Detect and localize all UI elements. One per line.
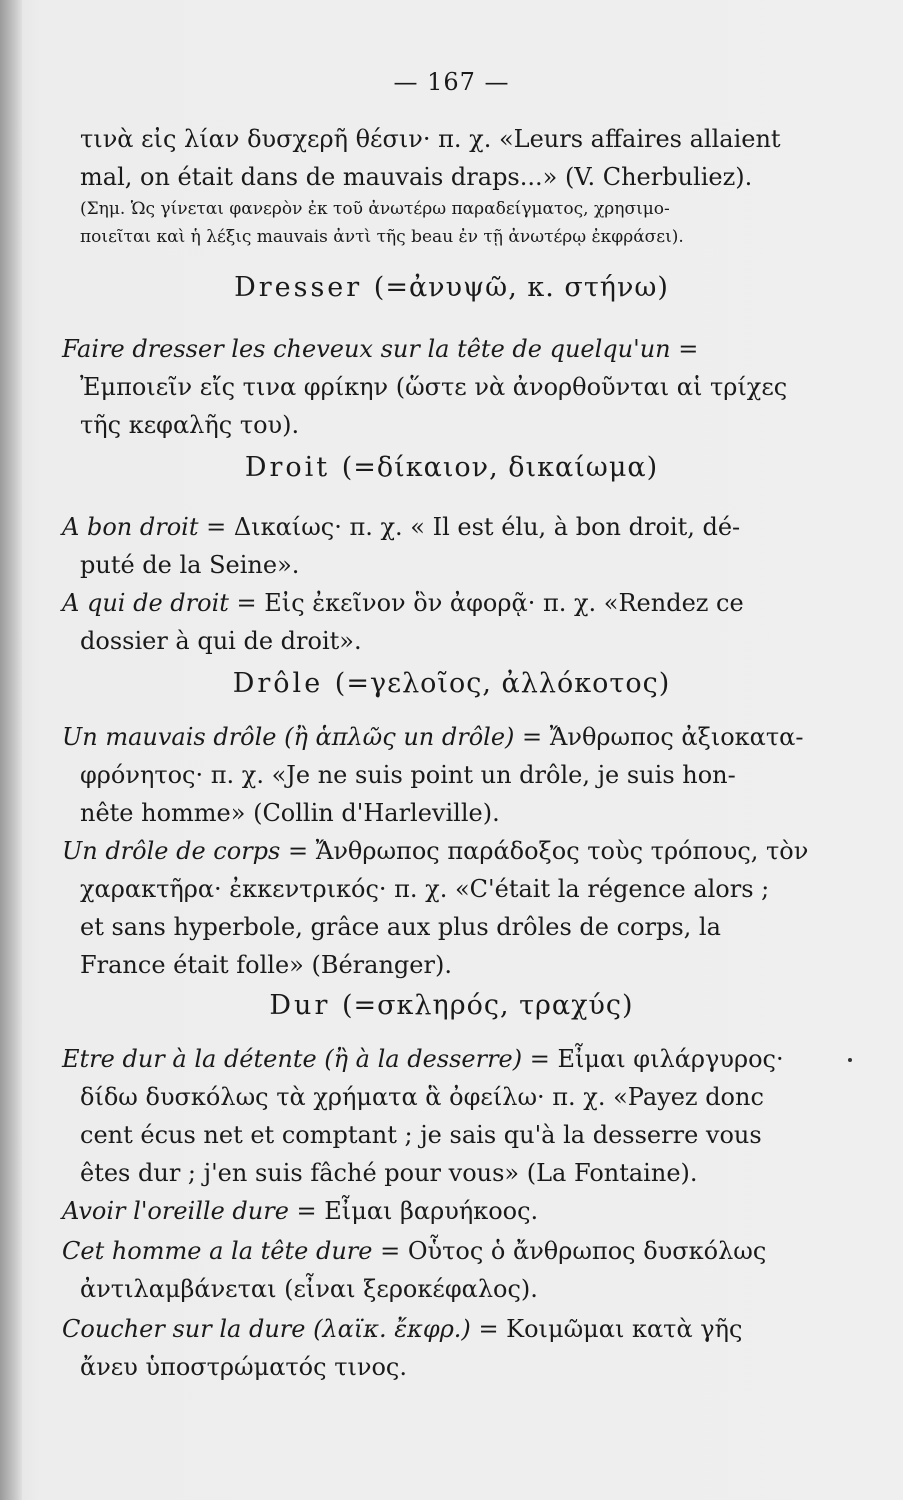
heading-word: Dresser [234,272,363,303]
idiom-definition: = Δικαίως· π. χ. « Il est élu, à bon droit, dé- [206,513,741,541]
heading-gloss: (=ἀνυψῶ, κ. στήνω) [373,272,669,303]
text-line: Ἐμποιεῖν εἴς τινα φρίκην (ὥστε νὰ ἀνορθοῦνται αἱ τρίχες [80,373,788,401]
heading-gloss: (=σκληρός, τραχύς) [341,990,634,1021]
idiom-definition: = Οὗτος ὁ ἄνθρωπος δυσκόλως [380,1237,767,1265]
idiom-line: Faire dresser les cheveux sur la tête de quelqu'un = [62,335,699,363]
idiom-line [62,718,804,756]
text-line: dossier à qui de droit». [80,627,362,655]
idiom-line [62,1310,782,1348]
text-line: ἀντιλαμβάνεται (εἶναι ξεροκέφαλος). [80,1275,538,1303]
idiom-phrase: A qui de droit [62,589,229,617]
idiom-line [62,508,782,546]
idiom-phrase: A bon droit [62,513,199,541]
text-line: φρόνητος· π. χ. «Je ne suis point un drôle, je suis hon- [80,761,736,789]
idiom-phrase: Etre dur à la détente (ἢ à la desserre) [62,1045,523,1073]
idiom-phrase: Un mauvais drôle (ἢ ἁπλῶς un drôle) [62,723,515,751]
text-line: France était folle» (Béranger). [80,951,452,979]
text-line: τῆς κεφαλῆς του). [80,411,300,439]
book-gutter-shadow [0,0,22,1500]
idiom-phrase: Cet homme a la tête dure [62,1237,373,1265]
idiom-line [62,1192,782,1230]
heading-gloss: (=δίκαιον, δικαίωμα) [341,452,659,483]
note-line: ποιεῖται καὶ ἡ λέξις mauvais ἀντὶ τῆς beau ἐν τῇ ἀνωτέρῳ ἐκφράσει). [80,227,684,247]
entry-heading-droit [0,452,903,483]
idiom-line [62,1040,782,1078]
idiom-definition: = Ἄνθρωπος ἀξιοκατα- [522,723,804,751]
idiom-phrase: Coucher sur la dure (λαϊκ. ἔκφρ.) [62,1315,471,1343]
idiom-line [62,584,782,622]
text-line: et sans hyperbole, grâce aux plus drôles de corps, la [80,913,721,941]
page-number: — 167 — [393,68,510,96]
heading-word: Drôle [232,668,324,699]
text-line: τινὰ εἰς λίαν δυσχερῆ θέσιν· π. χ. «Leurs affaires allaient [80,125,781,153]
text-line: puté de la Seine». [80,551,300,579]
text-line: êtes dur ; j'en suis fâché pour vous» (La Fontaine). [80,1159,698,1187]
idiom-definition: = Εἶμαι φιλάργυρος· [529,1045,784,1073]
text-line: mal, on était dans de mauvais draps...» (V. Cherbuliez). [80,163,753,191]
heading-word: Droit [244,452,331,483]
text-line: ἄνευ ὑποστρώματός τινος. [80,1353,407,1381]
text-line: χαρακτῆρα· ἐκκεντρικός· π. χ. «C'était la régence alors ; [80,875,770,903]
text-line: nête homme» (Collin d'Harleville). [80,799,500,827]
idiom-definition: = Εἶμαι βαρυήκοος. [296,1197,539,1225]
idiom-phrase: Un drôle de corps [62,837,281,865]
idiom-line [62,1232,782,1270]
idiom-definition: = Εἰς ἐκεῖνον ὃν ἀφορᾷ· π. χ. «Rendez ce [236,589,744,617]
text-line: δίδω δυσκόλως τὰ χρήματα ἃ ὀφείλω· π. χ. «Payez donc [80,1083,764,1111]
idiom-phrase: Avoir l'oreille dure [62,1197,289,1225]
heading-word: Dur [269,990,331,1021]
ink-speck [848,1058,852,1062]
entry-heading-drole [0,668,903,699]
idiom-line [62,832,809,870]
note-line: (Σημ. Ὡς γίνεται φανερὸν ἐκ τοῦ ἀνωτέρω παραδείγματος, χρησιμο- [80,199,670,219]
idiom-definition: = Ἄνθρωπος παράδοξος τοὺς τρόπους, τὸν [287,837,809,865]
text-line: cent écus net et comptant ; je sais qu'à la desserre vous [80,1121,762,1149]
entry-heading-dur [0,990,903,1021]
entry-heading-dresser [0,272,903,303]
heading-gloss: (=γελοῖος, ἀλλόκοτος) [334,668,671,699]
idiom-definition: = Κοιμῶμαι κατὰ γῆς [478,1315,743,1343]
